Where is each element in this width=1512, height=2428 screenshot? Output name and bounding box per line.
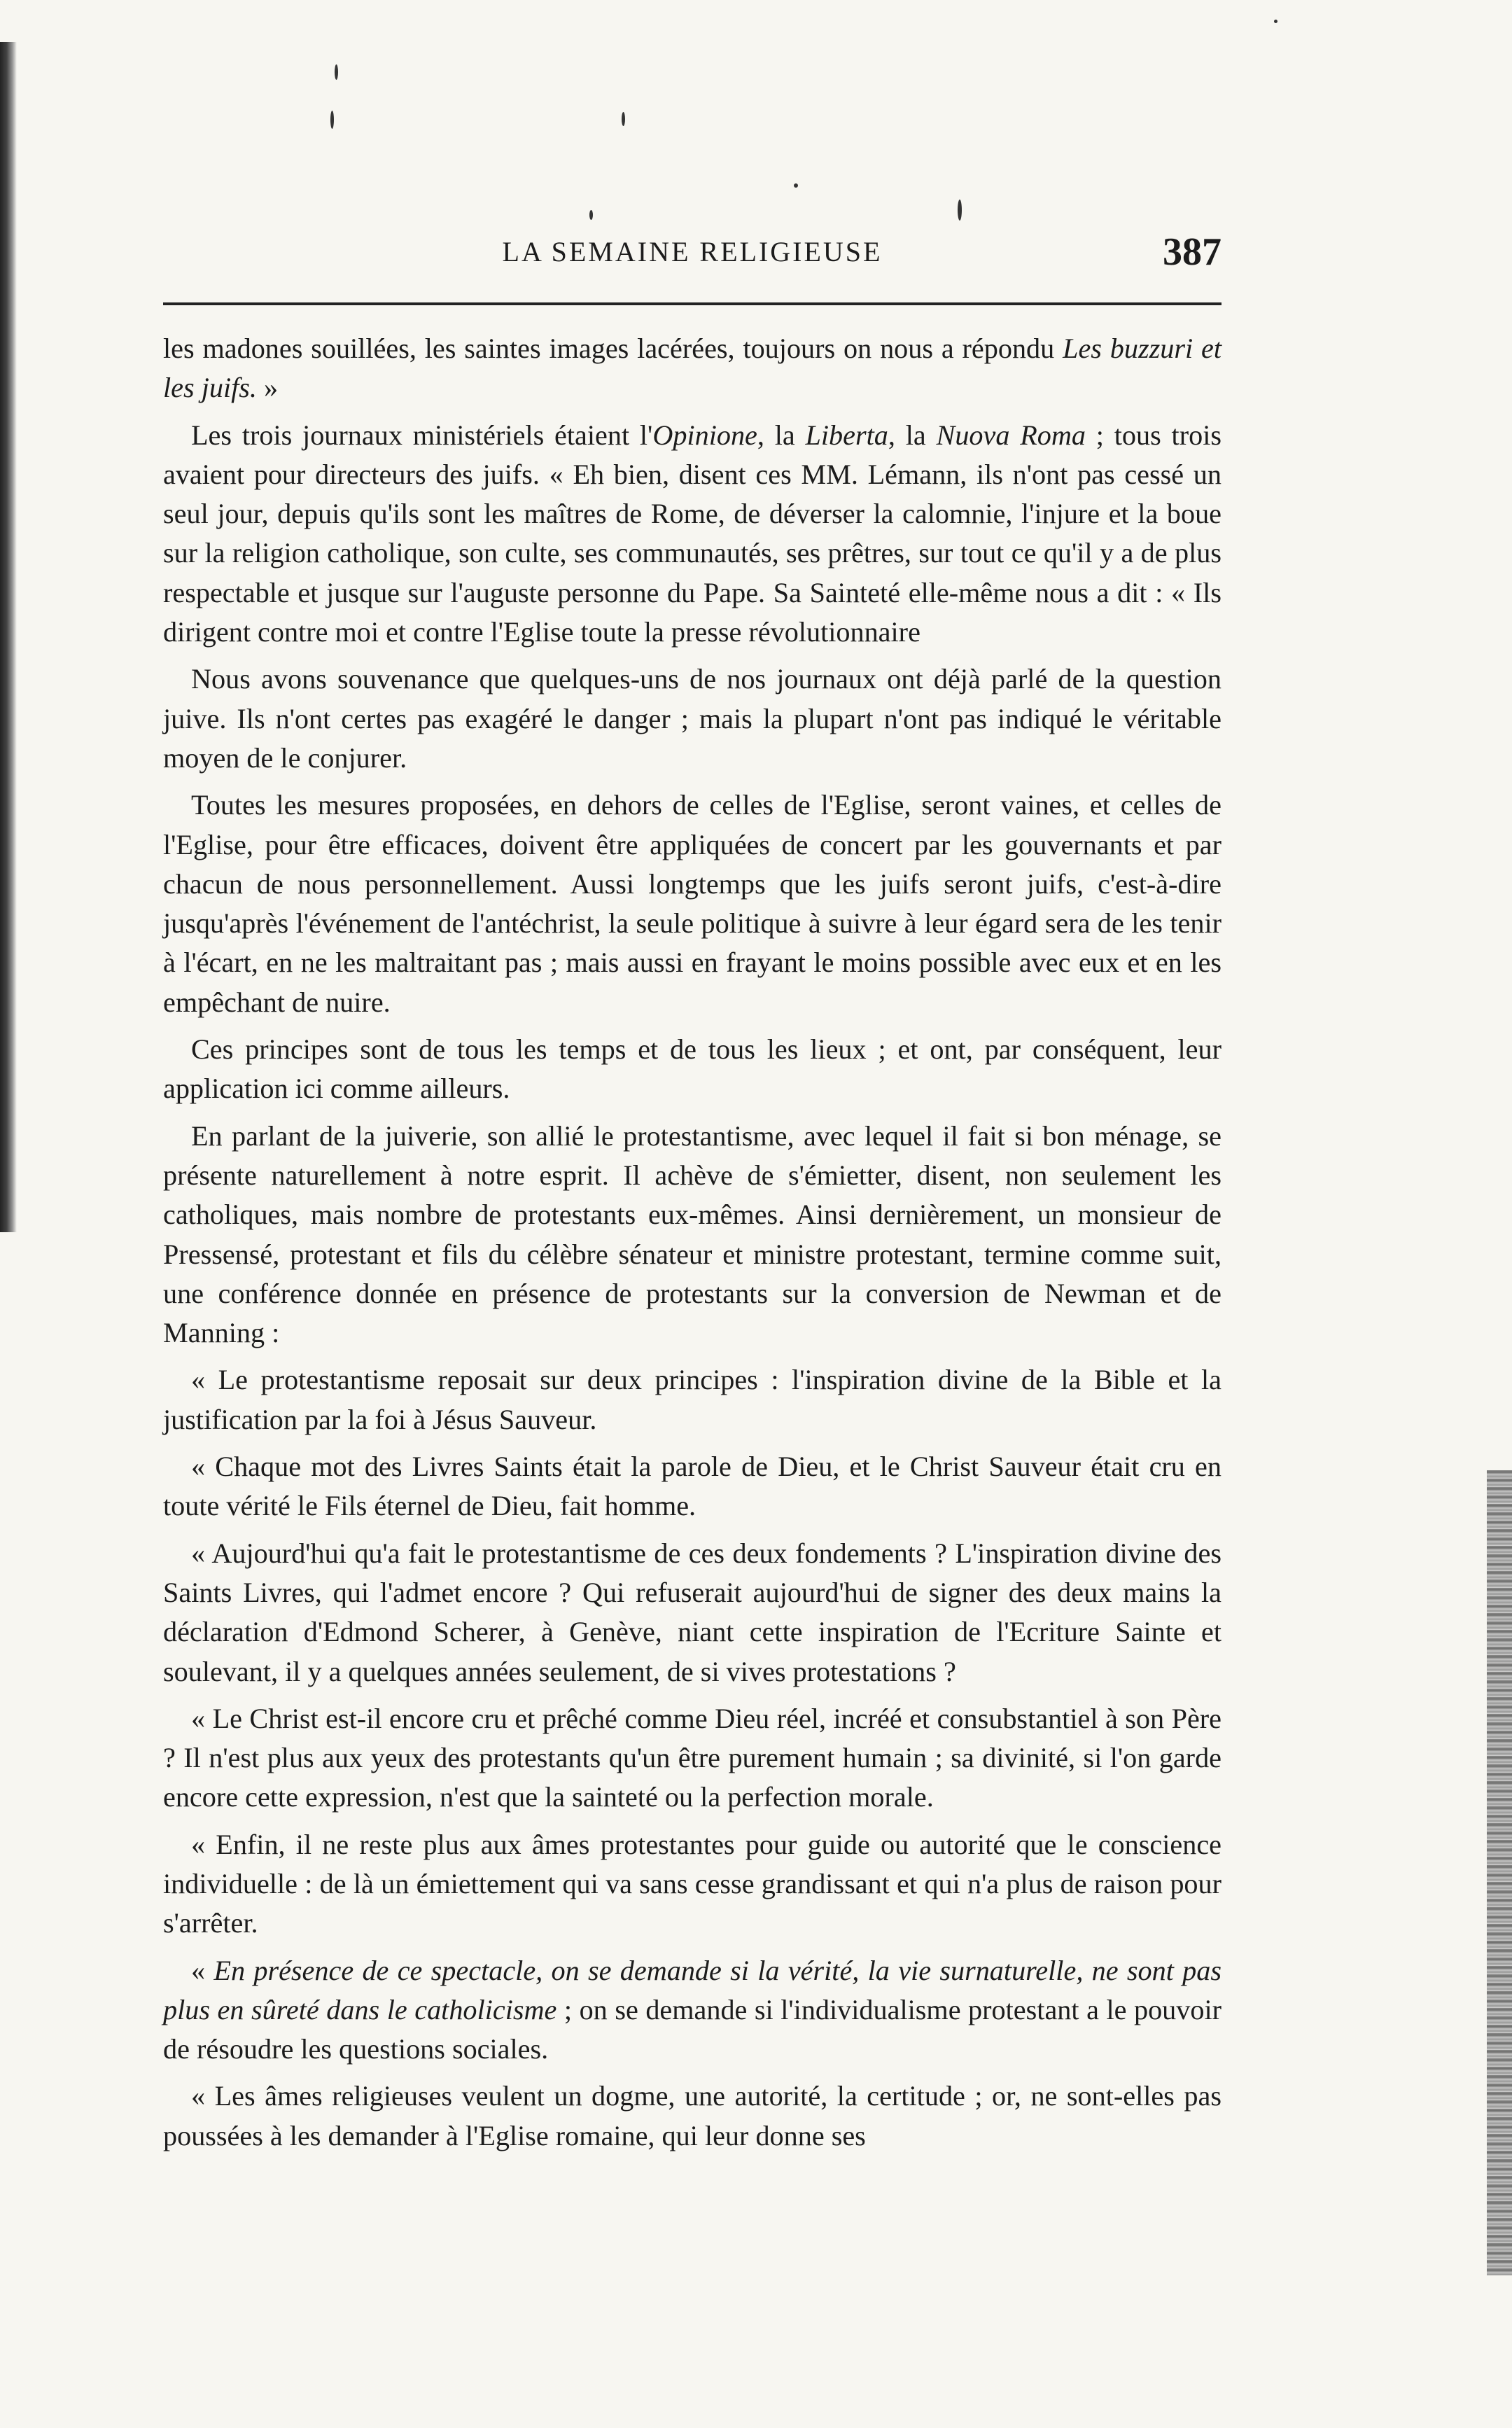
text-run: les madones souillées, les saintes images lacérées, toujours on nous a répondu: [163, 333, 1063, 364]
paragraph: [163, 1951, 1222, 2070]
text-run: En parlant de la juiverie, son allié le protestantisme, avec lequel il fait si bon ménage, se présente naturellement à notre esprit. Il achève de s'émietter, disent, non seulement les catholiques, mais nombre de protestants eux-mêmes. Ainsi dernièrement, un monsieur de Pressensé, protestant et fils du célèbre sénateur et ministre protestant, termine comme suit, une conférence donnée en présence de protestants sur la conversion de Newman et de Manning :: [163, 1119, 1222, 1349]
paragraph: [163, 1534, 1222, 1691]
text-run: « Enfin, il ne reste plus aux âmes protestantes pour guide ou autorité que le conscience individuelle : de là un émiettement qui va sans cesse grandissant et qui n'a plus de raison pour s'arrêter.: [163, 1828, 1222, 1939]
paragraph: [163, 1030, 1222, 1109]
paragraph: [163, 786, 1222, 1022]
italic-text: Liberta: [805, 419, 888, 451]
paragraph: [163, 329, 1222, 408]
text-run: ; tous trois avaient pour directeurs des juifs. « Eh bien, disent ces MM. Lémann, ils n'ont pas cessé un seul jour, depuis qu'ils sont les maîtres de Rome, de déverser la calomnie, l'injure et la boue sur la religion catholique, son culte, ses communautés, ses prêtres, sur tout ce qu'il y a de plus respectable et jusque sur l'auguste personne du Pape. Sa Sainteté elle-même nous a dit : « Ils dirigent contre moi et contre l'Eglise toute la presse révolutionnaire: [163, 419, 1222, 648]
italic-text: En présence de ce spectacle, on se demande si la vérité, la vie surnaturelle, ne sont pas plus en sûreté dans le catholicisme: [163, 1954, 1222, 2025]
paragraph: [163, 1699, 1222, 1817]
text-run: Nous avons souvenance que quelques-uns de nos journaux ont déjà parlé de la question juive. Ils n'ont certes pas exagéré le danger ; mais la plupart n'ont pas indiqué le véritable moyen de le conjurer.: [163, 663, 1222, 774]
paragraph: [163, 1825, 1222, 1944]
paragraph: [163, 1447, 1222, 1526]
text-run: , la: [757, 419, 806, 451]
text-run: «: [191, 1954, 214, 1986]
text-run: Toutes les mesures proposées, en dehors de celles de l'Eglise, seront vaines, et celles de l'Eglise, pour être efficaces, doivent être appliquées de concert par les gouvernants et par chacun de nous personnellement. Aussi longtemps que les juifs seront juifs, c'est-à-dire jusqu'après l'événement de l'antéchrist, la seule politique à suivre à leur égard sera de les tenir à l'écart, en ne les maltraitant pas ; mais aussi en frayant le moins possible avec eux et en les empêchant de nuire.: [163, 789, 1222, 1018]
scan-speck: [622, 112, 625, 126]
text-run: « Les âmes religieuses veulent un dogme, une autorité, la certitude ; or, ne sont-elles pas poussées à les demander à l'Eglise romaine, qui leur donne ses: [163, 2080, 1222, 2151]
page-header: [163, 230, 1222, 284]
text-run: Les trois journaux ministériels étaient l': [191, 419, 653, 451]
scan-speck: [589, 210, 593, 220]
text-run: »: [256, 372, 279, 404]
scan-speck: [794, 183, 798, 188]
running-title: LA SEMAINE RELIGIEUSE: [502, 236, 883, 267]
paragraph: [163, 660, 1222, 778]
scan-speck: [330, 111, 334, 129]
italic-text: Opinione: [652, 419, 757, 451]
text-run: , la: [888, 419, 937, 451]
italic-text: Nuova Roma: [936, 419, 1086, 451]
scan-edge-noise: [1487, 1470, 1512, 2275]
scan-speck: [335, 64, 338, 80]
header-rule: [163, 302, 1222, 305]
text-run: « Aujourd'hui qu'a fait le protestantisme de ces deux fondements ? L'inspiration divine des Saints Livres, qui l'admet encore ? Qui refuserait aujourd'hui de signer des deux mains la déclaration d'Edmond Scherer, à Genève, niant cette inspiration de l'Ecriture Sainte et soulevant, il y a quelques années seulement, de si vives protestations ?: [163, 1537, 1222, 1687]
body-text: [163, 329, 1222, 2163]
text-run: « Le Christ est-il encore cru et prêché comme Dieu réel, incréé et consubstantiel à son Père ? Il n'est plus aux yeux des protestants qu'un être purement humain ; sa divinité, si l'on garde encore cette expression, n'est que la sainteté ou la perfection morale.: [163, 1702, 1222, 1813]
page-number: 387: [1163, 230, 1222, 274]
paragraph: [163, 2077, 1222, 2156]
italic-text: Les buzzuri et les juifs.: [163, 333, 1222, 404]
paragraph: [163, 1117, 1222, 1353]
text-run: ; on se demande si l'individualisme protestant a le pouvoir de résoudre les questions sociales.: [163, 1993, 1222, 2065]
scan-speck: [958, 200, 962, 221]
text-run: « Chaque mot des Livres Saints était la parole de Dieu, et le Christ Sauveur était cru en toute vérité le Fils éternel de Dieu, fait homme.: [163, 1451, 1222, 1522]
text-run: Ces principes sont de tous les temps et de tous les lieux ; et ont, par conséquent, leur application ici comme ailleurs.: [163, 1033, 1222, 1105]
paragraph: [163, 1360, 1222, 1439]
scan-speck: [1274, 20, 1278, 23]
scan-binding-shadow: [0, 42, 17, 1232]
paragraph: [163, 416, 1222, 653]
text-run: « Le protestantisme reposait sur deux principes : l'inspiration divine de la Bible et la justification par la foi à Jésus Sauveur.: [163, 1364, 1222, 1435]
